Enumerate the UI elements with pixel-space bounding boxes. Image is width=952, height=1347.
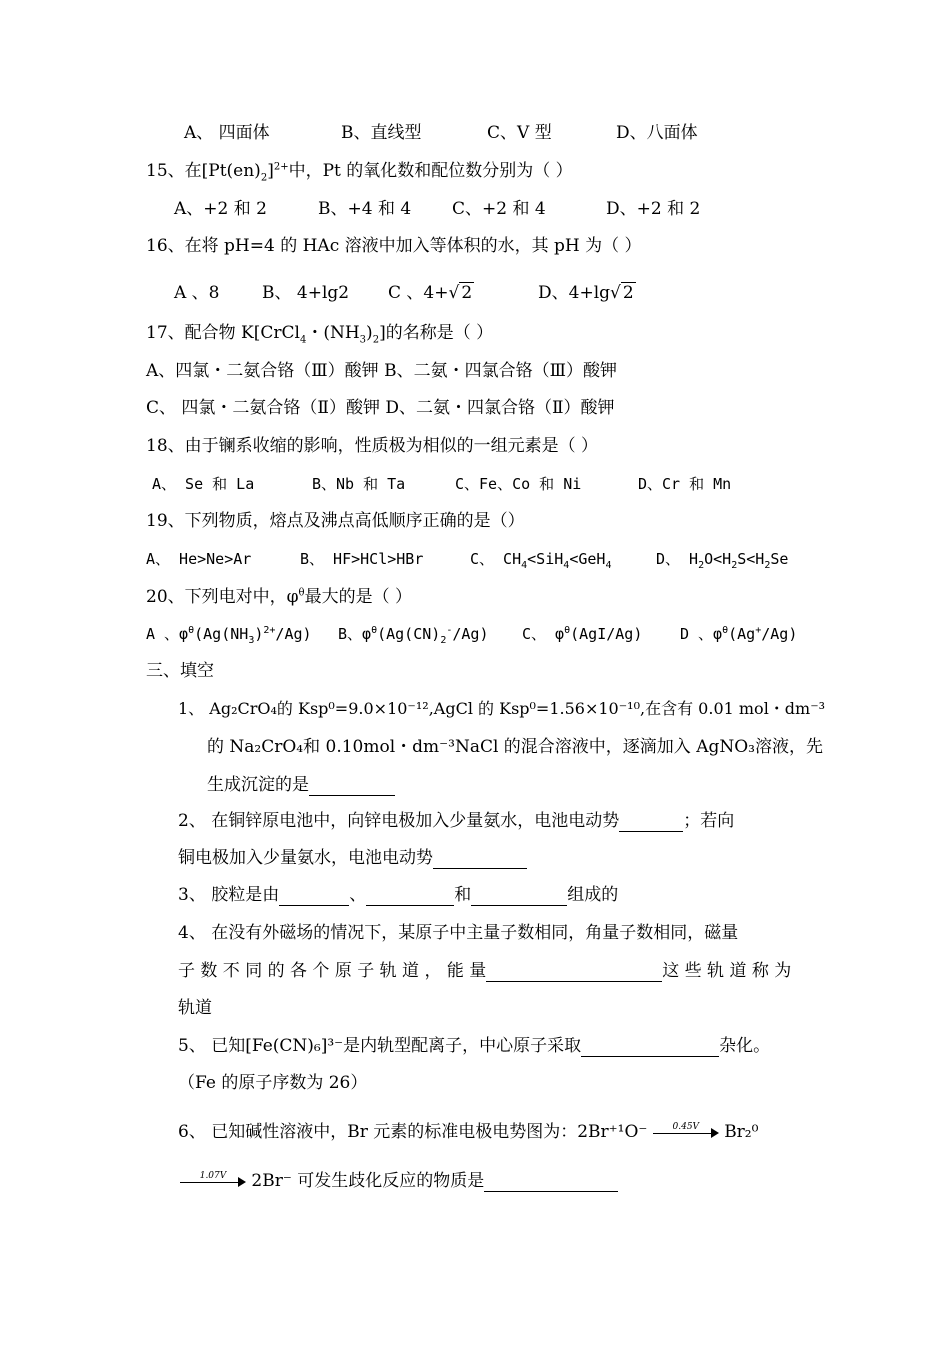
q17-options-ab: A、四氯・二氨合铬（Ⅲ）酸钾 B、二氨・四氯合铬（Ⅲ）酸钾 (146, 361, 617, 381)
fill-q3: 3、 胶粒是由 、 和 组成的 (178, 885, 619, 905)
right-arrow-icon: 0.45V (653, 1126, 719, 1140)
right-arrow-icon: 1.07V (180, 1175, 246, 1189)
fill-q2-line1: 2、 在铜锌原电池中，向锌电极加入少量氨水，电池电动势 ；若向 (178, 811, 735, 831)
answer-blank[interactable] (279, 887, 349, 906)
q14-options (0, 122, 952, 144)
fill-q4-line1: 4、 在没有外磁场的情况下，某原子中主量子数相同，角量子数相同，磁量 (178, 923, 739, 943)
q16-option-c: C 、4+√ 2 (388, 283, 473, 303)
q20-option-d: D 、$\varphi^\theta(Ag^+/Ag)$ (680, 625, 798, 643)
q18-option-b: B、Nb 和 Ta (312, 475, 406, 493)
fill-q1-line1: 1、 Ag₂CrO₄的 Ksp⁰=9.0×10⁻¹²,AgCl 的 Ksp⁰=1.56×10⁻¹⁰,在含有 0.01 mol・dm⁻³ (178, 699, 826, 718)
q15-option-c: C、+2 和 4 (452, 199, 546, 219)
q18-option-d: D、Cr 和 Mn (638, 475, 732, 493)
q17-stem: 17、配合物 K[CrCl$_4$・$(NH_3)_2$]的名称是（ ） (146, 323, 494, 346)
q14-option-b: B、直线型 (341, 123, 422, 143)
sqrt-symbol: √ 2 (610, 283, 634, 303)
q19-stem: 19、下列物质，熔点及沸点高低顺序正确的是（） (146, 511, 525, 531)
answer-blank[interactable] (619, 813, 683, 832)
q20-option-a: A 、$\varphi^\theta(Ag(NH_3)^{2+}/Ag)$ (146, 625, 312, 646)
q19-options (0, 548, 952, 570)
q18-option-c: C、Fe、Co 和 Ni (455, 475, 582, 493)
q16-option-b: B、 4+lg2 (262, 283, 350, 303)
answer-blank[interactable] (309, 777, 395, 796)
q16-stem: 16、在将 pH=4 的 HAc 溶液中加入等体积的水，其 pH 为（ ） (146, 236, 642, 256)
answer-blank[interactable] (486, 963, 662, 982)
answer-blank[interactable] (366, 887, 454, 906)
q20-option-b: B、$\varphi^\theta(Ag(CN)_2^-/Ag)$ (338, 625, 489, 646)
fill-q6-line2: 1.07V 2Br⁻ 可发生歧化反应的物质是 (180, 1170, 618, 1192)
q15-stem: 15、在$[Pt(en)_2]^{2+}$中，Pt 的氧化数和配位数分别为（ ） (146, 161, 573, 184)
fill-q4-line3: 轨道 (178, 998, 212, 1018)
fill-q1-line2: 的 Na₂CrO₄和 0.10mol・dm⁻³NaCl 的混合溶液中，逐滴加入 AgNO₃溶液，先 (207, 737, 824, 757)
q19-option-a: A、 He>Ne>Ar (146, 550, 252, 568)
q16-option-d: D、4+lg√ 2 (538, 283, 634, 303)
answer-blank[interactable] (471, 887, 567, 906)
q15-option-a: A、+2 和 2 (174, 199, 267, 219)
q20-stem: 20、下列电对中，$\varphi^\theta$最大的是（ ） (146, 587, 412, 607)
sqrt-symbol: √ 2 (448, 283, 473, 303)
q18-stem: 18、由于镧系收缩的影响，性质极为相似的一组元素是（ ） (146, 436, 599, 456)
fill-q4-line2: 子 数 不 同 的 各 个 原 子 轨 道 ， 能 量 这 些 轨 道 称 为 (178, 961, 792, 981)
q15-options (0, 198, 952, 220)
q17-options-cd: C、 四氯・二氨合铬（Ⅱ）酸钾 D、二氨・四氯合铬（Ⅱ）酸钾 (146, 398, 615, 418)
q20-option-c: C、 $\varphi^\theta(AgI/Ag)$ (522, 625, 643, 643)
q18-option-a: A、 Se 和 La (152, 475, 255, 493)
q19-option-d: D、 $H_2O<H_2S<H_2Se$ (656, 550, 789, 571)
q18-options (0, 473, 952, 495)
answer-blank[interactable] (484, 1173, 618, 1192)
q16-option-a: A 、8 (174, 283, 220, 303)
answer-blank[interactable] (433, 850, 527, 869)
fill-q5-line1: 5、 已知[Fe(CN)₆]³⁻是内轨型配离子，中心原子采取 杂化。 (178, 1036, 771, 1056)
fill-q6-line1: 6、 已知碱性溶液中，Br 元素的标准电极电势图为：2Br⁺¹O⁻ 0.45V Br₂⁰ (178, 1121, 759, 1142)
q14-option-a: A、 四面体 (184, 123, 270, 143)
q15-option-b: B、+4 和 4 (318, 199, 412, 219)
q14-option-d: D、八面体 (616, 123, 698, 143)
q19-option-b: B、 HF>HCl>HBr (300, 550, 424, 568)
answer-blank[interactable] (581, 1038, 719, 1057)
q14-option-c: C、V 型 (487, 123, 552, 143)
fill-q5-line2: （Fe 的原子序数为 26） (178, 1073, 368, 1093)
q20-options (0, 623, 952, 645)
section-title: 三、填空 (146, 661, 214, 681)
q19-option-c: C、 $CH_4<SiH_4<GeH_4$ (470, 550, 612, 571)
q16-options (0, 282, 952, 306)
fill-q1-line3: 生成沉淀的是 (207, 774, 395, 796)
fill-q2-line2: 铜电极加入少量氨水，电池电动势 (178, 847, 527, 869)
q15-option-d: D、+2 和 2 (606, 199, 701, 219)
